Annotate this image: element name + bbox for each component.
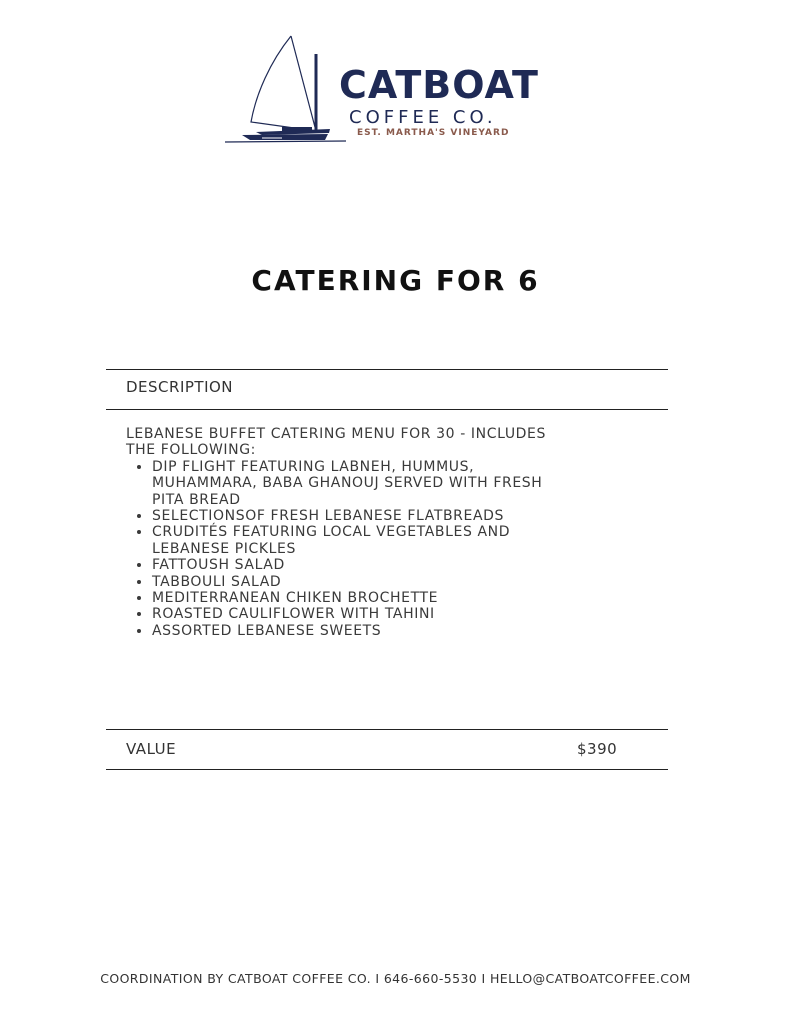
description-body [126,426,576,639]
brand-tagline: EST. MARTHA'S VINEYARD [357,128,510,138]
page-title: CATERING FOR 6 [251,264,540,297]
divider-value-top [106,729,668,730]
menu-list [126,459,576,639]
menu-item: • ASSORTED LEBANESE SWEETS [152,623,576,639]
value-label: VALUE [126,740,177,758]
brand-logo [222,32,539,148]
description-intro: LEBANESE BUFFET CATERING MENU FOR 30 - INCLUDES THE FOLLOWING: [126,426,546,459]
menu-item: • FATTOUSH SALAD [152,557,576,573]
divider-description [106,409,668,410]
brand-name: CATBOAT [339,63,539,107]
footer-contact: COORDINATION BY CATBOAT COFFEE CO. I 646-660-5530 I HELLO@CATBOATCOFFEE.COM [100,971,691,986]
menu-item: • CRUDITÉS FEATURING LOCAL VEGETABLES AND LEBANESE PICKLES [152,524,576,557]
value-amount: $390 [577,740,618,758]
menu-item: • TABBOULI SALAD [152,574,576,590]
description-header: DESCRIPTION [126,378,234,396]
divider-top [106,369,668,370]
sailboat-icon [222,32,352,148]
divider-value-bottom [106,769,668,770]
menu-item: • ROASTED CAULIFLOWER WITH TAHINI [152,606,576,622]
menu-item: • DIP FLIGHT FEATURING LABNEH, HUMMUS, MUHAMMARA, BABA GHANOUJ SERVED WITH FRESH PITA BREAD [152,459,576,508]
menu-item: • MEDITERRANEAN CHIKEN BROCHETTE [152,590,576,606]
menu-item: • SELECTIONSOF FRESH LEBANESE FLATBREADS [152,508,576,524]
brand-subtitle: COFFEE CO. [349,107,497,128]
